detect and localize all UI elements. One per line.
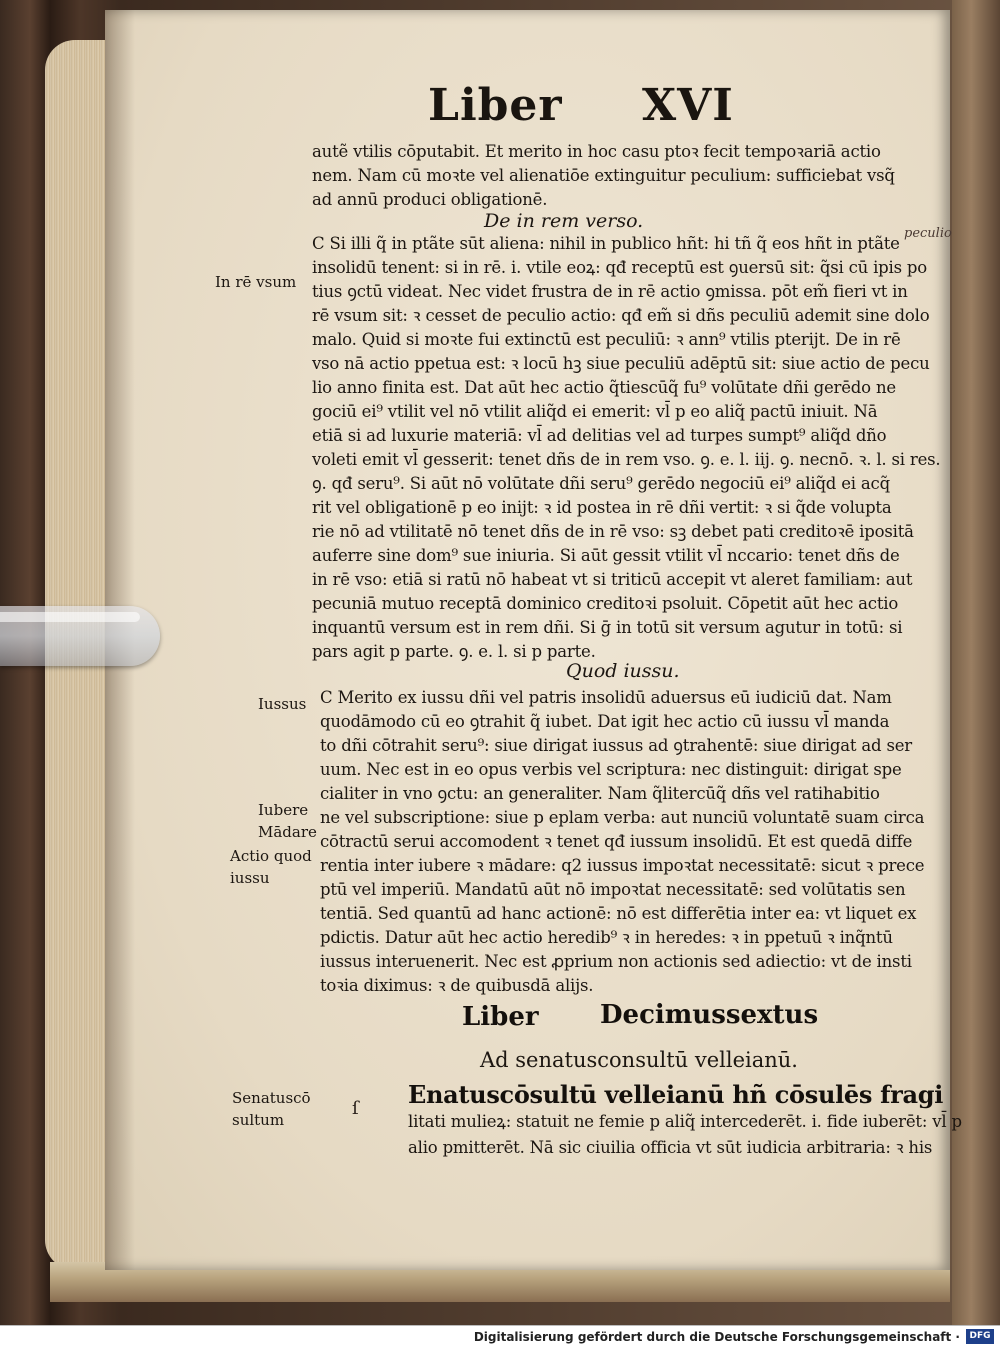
ad-senatusconsultum-heading: Ad senatusconsultū velleianū. [480, 1048, 798, 1072]
body-line: quodāmodo cū eo ꝯtrahit q̃ iubet. Dat igit hec actio cū iussu vl̄ manda [320, 712, 890, 731]
section-title-quod-iussu: Quod iussu. [566, 660, 680, 682]
body-line: ptū vel imperiū. Mandatū aūt nō impoꝛtat necessitatē: sed volūtatis sen [320, 880, 906, 899]
final-line: alio pmitterēt. Nā sic ciuilia officia vt sūt iudicia arbitraria: ꝛ his [408, 1138, 933, 1157]
body-line: C Si illi q̃ in ptãte sūt aliena: nihil in publico hñt: hi tñ q̃ eos hñt in ptãte [312, 234, 900, 253]
digitization-footer [0, 1325, 1000, 1348]
margin-note-senatusconsultum: sultum [232, 1111, 285, 1129]
ink-mark: ſ [352, 1098, 359, 1119]
body-line: rit vel obligationē p eo inijt: ꝛ id postea in rē dñi vertit: ꝛ si q̃de volupta [312, 498, 892, 517]
running-head-number: XVI [642, 80, 734, 131]
final-line: litati mulieꝝ: statuit ne femie p aliq̃ intercederēt. i. fide iuberēt: vl̄ p [408, 1112, 962, 1131]
body-line: etiā si ad luxurie materiā: vl̄ ad delitias vel ad turpes sumpt⁹ aliq̃d dño [312, 426, 887, 445]
body-line: rentia inter iubere ꝛ mādare: q2 iussus impoꝛtat necessitatē: sicut ꝛ prece [320, 856, 925, 875]
body-line: voleti emit vl̄ gesserit: tenet dñs de in rem vso. ꝯ. e. l. iij. ꝯ. necnō. ꝛ. l. si res. [312, 450, 941, 469]
body-line: ne vel subscriptione: siue p eplam verba: aut nunciū voluntatē suam circa [320, 808, 925, 827]
body-line: C Merito ex iussu dñi vel patris insolidū aduersus eū iudiciū dat. Nam [320, 688, 892, 707]
margin-note-iussus: Iussus [258, 695, 307, 713]
liber-heading-word: Liber [462, 1002, 539, 1032]
body-line: malo. Quid si moꝛte fui extinctū est peculiū: ꝛ ann⁹ vtilis pterijt. De in rē [312, 330, 901, 349]
final-line-lead: Enatuscōsultū velleianū hñ cōsulēs fragi [408, 1080, 944, 1109]
body-line: rie nō ad vtilitatē nō tenet dñs de in rē vso: sꝫ debet pati creditoꝛē ipositā [312, 522, 914, 541]
margin-note-actio-quod: Actio quod [230, 847, 312, 865]
intro-line: nem. Nam cū moꝛte vel alienatiōe extinguitur peculium: sufficiebat vsq̃ [312, 166, 895, 185]
body-line: cōtractū serui accomodent ꝛ tenet qđ iussum insolidū. Et est quedā diffe [320, 832, 913, 851]
body-line: tius ꝯctū videat. Nec videt frustra de in rē actio ꝯmissa. pōt em̃ fieri vt in [312, 282, 908, 301]
body-line: to dñi cōtrahit seru⁹: siue dirigat iussus ad ꝯtrahentē: siue dirigat ad ser [320, 736, 912, 755]
intro-line: autẽ vtilis cōputabit. Et merito in hoc casu ptoꝛ fecit tempoꝛariā actio [312, 142, 881, 161]
body-line: rē vsum sit: ꝛ cesset de peculio actio: qđ em̃ si dñs peculiū ademit sine dolo [312, 306, 930, 325]
body-line: auferre sine dom⁹ sue iniuria. Si aūt gessit vtilit vl̄ nccario: tenet dñs de [312, 546, 900, 565]
body-line: inquantū versum est in rem dñi. Si ḡ in totū sit versum agutur in totū: si [312, 618, 903, 637]
body-line: pecuniā mutuo receptā dominico creditoꝛi psoluit. Cōpetit aūt hec actio [312, 594, 899, 613]
body-line: insolidū tenent: si in rē. i. vtile eoꝝ: qđ receptū est ꝯuersū sit: q̃si cū ipis po [312, 258, 928, 277]
body-line: cialiter in vno ꝯctu: an generaliter. Nam q̃litercūq̃ dñs vel ratihabitio [320, 784, 880, 803]
footer-credit-text: Digitalisierung gefördert durch die Deutsche Forschungsgemeinschaft · [473, 1330, 960, 1344]
body-line: pars agit p parte. ꝯ. e. l. si p parte. [312, 642, 596, 661]
body-line: vso nā actio ppetua est: ꝛ locū hꝫ siue peculiū adēptū sit: siue actio de pecu [312, 354, 930, 373]
body-line: gociū ei⁹ vtilit vel nō vtilit aliq̃d ei emerit: vl̄ p eo aliq̃ pactū iniuit. Nā [312, 402, 878, 421]
liber-heading-title: Decimussextus [600, 1000, 819, 1030]
body-line: iussus interuenerit. Nec est ꝓprium non actionis sed adiectio: vt de insti [320, 952, 912, 971]
margin-note-mandare: Mādare [258, 823, 317, 841]
section-title-de-in-rem-verso: De in rem verso. [484, 210, 644, 232]
intro-line: ad annū produci obligationē. [312, 190, 548, 209]
running-head-liber: Liber [428, 80, 563, 131]
margin-note-in-rem-versum: In rē vsum [215, 273, 297, 291]
body-line: tentiā. Sed quantū ad hanc actionē: nō est differētia inter ea: vt liquet ex [320, 904, 917, 923]
body-line: toꝛia diximus: ꝛ de quibusdā alijs. [320, 976, 594, 995]
body-line: pdictis. Datur aūt hec actio heredib⁹ ꝛ in heredes: ꝛ in ppetuū ꝛ inq̃ntū [320, 928, 893, 947]
margin-note-iussu: iussu [230, 869, 270, 887]
body-line: in rē vso: etiā si ratū nō habeat vt si triticū accepit vt aleret familiam: aut [312, 570, 913, 589]
margin-note-iubere: Iubere [258, 801, 309, 819]
page-holder-highlight [0, 612, 140, 622]
body-line: ꝯ. qđ seru⁹. Si aūt nō volūtate dñi seru⁹ gerēdo negociū ei⁹ aliq̃d ei acq̃ [312, 474, 890, 493]
body-line: uum. Nec est in eo opus verbis vel scriptura: nec distinguit: dirigat spe [320, 760, 902, 779]
handwritten-annotation: peculio [904, 226, 952, 241]
body-line: lio anno finita est. Dat aūt hec actio q̃tiescūq̃ fu⁹ volūtate dñi gerēdo ne [312, 378, 896, 397]
margin-note-senatusconsultum: Senatuscō [232, 1089, 311, 1107]
dfg-logo: DFG [966, 1329, 994, 1344]
